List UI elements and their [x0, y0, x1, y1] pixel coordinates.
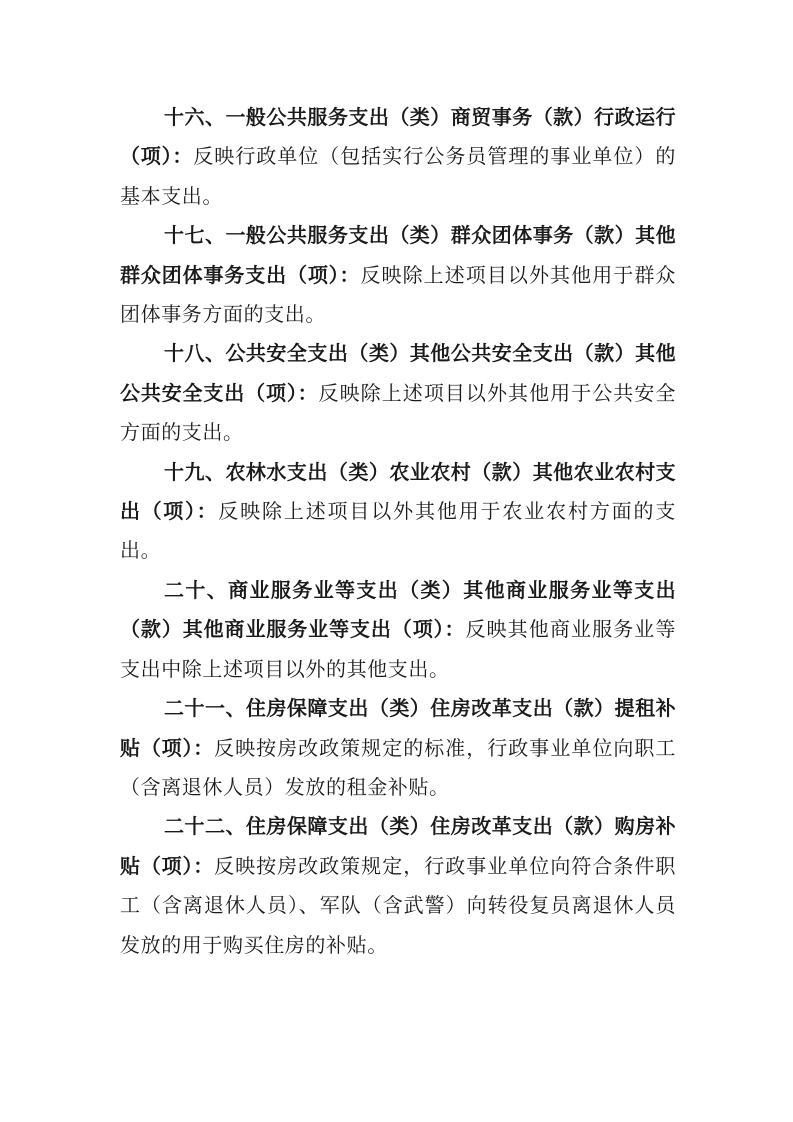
paragraph-heading: 十九、农林水支出（类）农业农村（款）其他农业农村支出（项）： [120, 459, 676, 524]
paragraph-text: 反映除上述项目以外其他用于公共安全方面的支出。 [120, 380, 677, 445]
paragraph-text: 反映除上述项目以外其他用于农业农村方面的支出。 [120, 499, 676, 563]
paragraph-heading: 十八、公共安全支出（类）其他公共安全支出（款）其他公共安全支出（项）： [120, 341, 676, 405]
paragraph-18 [120, 334, 676, 452]
paragraph-text: 反映按房改政策规定，行政事业单位向符合条件职工（含离退休人员）、军队（含武警）向转役复员离退休人员发放的用于购买住房的补贴。 [120, 853, 676, 957]
paragraph-text: 反映除上述项目以外其他用于群众团体事务方面的支出。 [120, 262, 676, 327]
paragraph-heading: 十七、一般公共服务支出（类）群众团体事务（款）其他群众团体事务支出（项）： [120, 223, 676, 287]
paragraph-heading: 十六、一般公共服务支出（类）商贸事务（款）行政运行（项）： [120, 105, 676, 169]
paragraph-17 [120, 216, 676, 334]
paragraph-text: 反映行政单位（包括实行公务员管理的事业单位）的基本支出。 [120, 144, 676, 208]
paragraph-heading: 二十一、住房保障支出（类）住房改革支出（款）提租补贴（项）： [120, 696, 676, 760]
paragraph-20 [120, 571, 676, 689]
paragraph-21 [120, 689, 676, 807]
paragraph-22 [120, 807, 676, 965]
paragraph-text: 反映按房改政策规定的标准，行政事业单位向职工（含离退休人员）发放的租金补贴。 [120, 735, 676, 799]
paragraph-heading: 二十、商业服务业等支出（类）其他商业服务业等支出（款）其他商业服务业等支出（项）： [120, 577, 676, 642]
paragraph-19 [120, 453, 676, 571]
paragraph-16 [120, 98, 676, 216]
document-body [120, 98, 676, 965]
paragraph-heading: 二十二、住房保障支出（类）住房改革支出（款）购房补贴（项）： [120, 814, 676, 878]
paragraph-text: 反映其他商业服务业等支出中除上述项目以外的其他支出。 [120, 617, 677, 681]
